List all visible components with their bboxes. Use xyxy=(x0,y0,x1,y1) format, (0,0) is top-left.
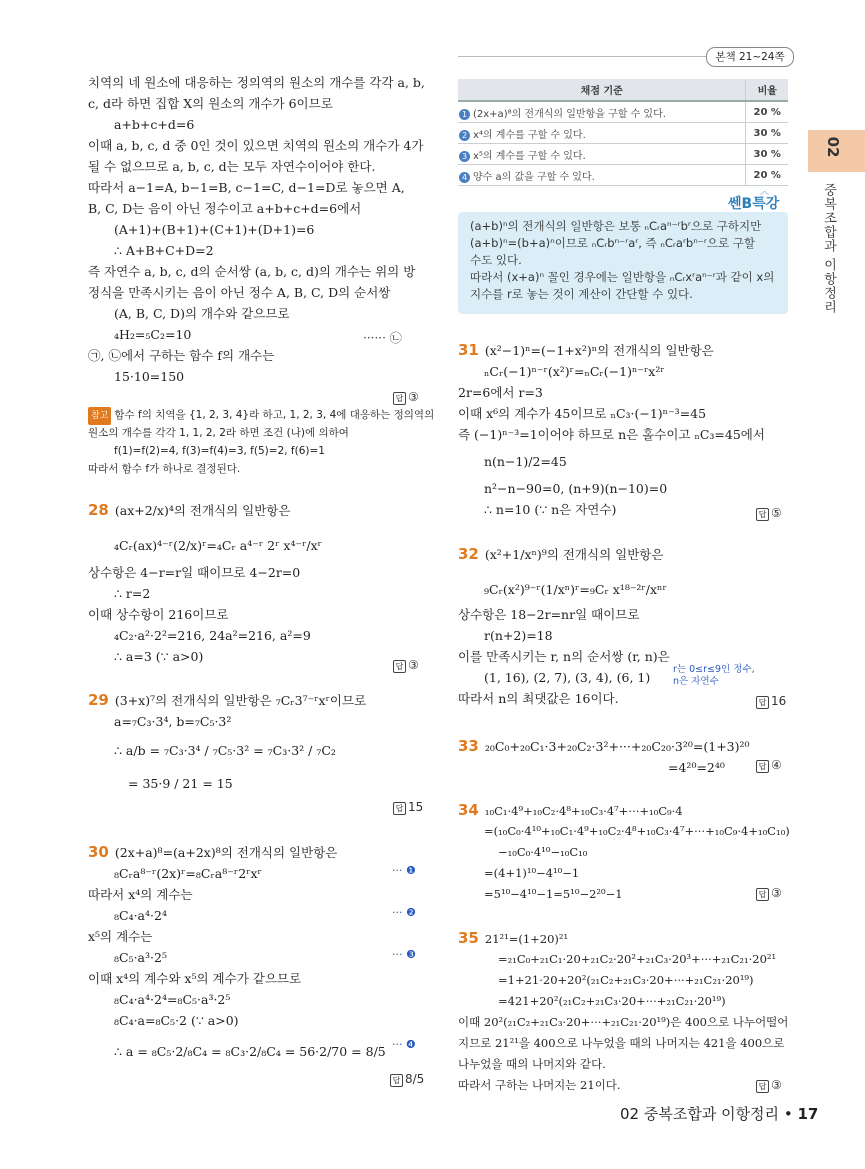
problem-29 xyxy=(88,690,428,794)
problem-number: 31 xyxy=(458,341,479,359)
text-line: 따라서 n의 최댓값은 16이다. xyxy=(458,691,619,706)
table-header: 채점 기준 xyxy=(458,79,746,101)
text-line: (2x+a)⁸=(a+2x)⁸의 전개식의 일반항은 xyxy=(114,845,338,860)
text-line: (a+b)ⁿ=(b+a)ⁿ이므로 ₙCᵣbⁿ⁻ʳaʳ, 즉 ₙCᵣaʳbⁿ⁻ʳ으로 구할 xyxy=(470,236,755,250)
problem-28 xyxy=(88,500,428,667)
text-line: 나누었을 때의 나머지와 같다. xyxy=(458,1057,606,1071)
text-line: ₙCᵣ(−1)ⁿ⁻ʳ(x²)ʳ=ₙCᵣ(−1)ⁿ⁻ʳx²ʳ xyxy=(484,364,665,379)
text-line: 수도 있다. xyxy=(470,253,522,267)
text-line: 2r=6에서 r=3 xyxy=(458,385,543,400)
chapter-side-title: 중복조합과 이항정리 xyxy=(821,183,836,315)
page-range-badge: 본책 21~24쪽 xyxy=(706,47,794,67)
text-line: 15·10=150 xyxy=(114,369,185,384)
text-line: = 35·9 / 21 = 15 xyxy=(128,776,233,791)
text-line: ∴ A+B+C+D=2 xyxy=(114,243,214,258)
text-line: ∴ a/b = ₇C₃·3⁴ / ₇C₅·3² = ₇C₃·3² / ₇C₂ xyxy=(114,743,336,758)
text-line: 지수를 r로 놓는 것이 계산이 간단할 수 있다. xyxy=(470,287,693,301)
text-line: ₈C₄·a⁴·2⁴ xyxy=(114,908,167,923)
answer-33: 답 ④ xyxy=(756,758,782,773)
text-line: 따라서 구하는 나머지는 21이다. xyxy=(458,1078,621,1092)
chapter-number: 02 xyxy=(824,136,842,158)
text-line: ₁₀C₁·4⁹+₁₀C₂·4⁸+₁₀C₃·4⁷+···+₁₀C₉·4 xyxy=(484,804,683,818)
problem-33 xyxy=(458,736,788,778)
chevron-up-icon: ︿ xyxy=(760,187,770,197)
text-line: x⁵의 계수는 xyxy=(88,929,153,944)
text-line: ∴ a = ₈C₅·2/₈C₄ = ₈C₃·2/₈C₄ = 56·2/70 = 8/5 xyxy=(114,1044,386,1059)
problem-31 xyxy=(458,340,788,520)
header-rule xyxy=(458,56,706,57)
text-line: (1, 16), (2, 7), (3, 4), (6, 1) xyxy=(484,670,651,685)
problem-number: 29 xyxy=(88,691,109,709)
text-line: 이때 x⁴의 계수와 x⁵의 계수가 같으므로 xyxy=(88,971,302,986)
text-line: n²−n−90=0, (n+9)(n−10)=0 xyxy=(484,481,668,496)
text-line: 따라서 (x+a)ⁿ 꼴인 경우에는 일반항을 ₙCᵣxʳaⁿ⁻ʳ과 같이 x의 xyxy=(470,270,775,284)
text-line: ₈C₄·a=₈C₅·2 (∵ a>0) xyxy=(114,1013,239,1028)
text-line: 이때 상수항이 216이므로 xyxy=(88,607,229,622)
answer-34: 답 ③ xyxy=(756,886,782,901)
text-line: =(₁₀C₀·4¹⁰+₁₀C₁·4⁹+₁₀C₂·4⁸+₁₀C₃·4⁷+···+₁₀C₉·4+₁₀C₁₀) xyxy=(484,824,790,838)
problem-number: 28 xyxy=(88,501,109,519)
text-line: n(n−1)/2=45 xyxy=(484,454,567,469)
text-line: ∴ r=2 xyxy=(114,586,151,601)
note-line: r는 0≤r≤9인 정수, xyxy=(673,664,755,675)
text-line: ₉Cᵣ(x²)⁹⁻ʳ(1/xⁿ)ʳ=₉Cᵣ x¹⁸⁻²ʳ/xⁿʳ xyxy=(484,582,667,597)
text-line: 지므로 21²¹을 400으로 나누었을 때의 나머지는 421을 400으로 xyxy=(458,1036,785,1050)
answer-28: 답 ③ xyxy=(393,658,419,673)
text-line: =(4+1)¹⁰−4¹⁰−1 xyxy=(484,866,580,880)
text-line: B, C, D는 음이 아닌 정수이고 a+b+c+d=6에서 xyxy=(88,201,362,216)
text-line: 이때 x⁶의 계수가 45이므로 ₙC₃·(−1)ⁿ⁻³=45 xyxy=(458,406,707,421)
text-line: (3+x)⁷의 전개식의 일반항은 ₇Cᵣ3⁷⁻ʳxʳ이므로 xyxy=(114,693,367,708)
chapter-side-tab xyxy=(808,130,865,172)
text-line: ₂₀C₀+₂₀C₁·3+₂₀C₂·3²+···+₂₀C₂₀·3²⁰=(1+3)²⁰ xyxy=(484,739,750,754)
condition-note xyxy=(673,664,755,688)
answer-30: 답 8/5 xyxy=(390,1072,424,1087)
page-footer: 02 중복조합과 이항정리 • 17 xyxy=(620,1105,819,1123)
problem-34 xyxy=(458,800,788,905)
page-number: 17 xyxy=(797,1105,819,1123)
text-line: ₈Cᵣa⁸⁻ʳ(2x)ʳ=₈Cᵣa⁸⁻ʳ2ʳxʳ xyxy=(114,866,262,881)
grading-table xyxy=(458,79,788,186)
answer-29: 답 15 xyxy=(393,800,423,815)
text-line: ₄C₂·a²·2²=216, 24a²=216, a²=9 xyxy=(114,628,311,643)
answer-35: 답 ③ xyxy=(756,1078,782,1093)
text-line: c, d라 하면 집합 X의 원소의 개수가 6이므로 xyxy=(88,96,333,111)
step-number-icon: 4 xyxy=(459,172,470,183)
step-number-icon: 3 xyxy=(459,151,470,162)
text-line: a+b+c+d=6 xyxy=(114,117,195,132)
step-marker-4: ··· ❹ xyxy=(392,1038,416,1051)
text-line: (A, B, C, D)의 개수와 같으므로 xyxy=(114,306,290,321)
text-line: ₄Cᵣ(ax)⁴⁻ʳ(2/x)ʳ=₄Cᵣ a⁴⁻ʳ 2ʳ x⁴⁻ʳ/xʳ xyxy=(114,538,323,553)
hint-line: f(1)=f(2)=4, f(3)=f(4)=3, f(5)=2, f(6)=1 xyxy=(114,445,325,457)
note-line: n은 자연수 xyxy=(673,676,719,687)
equation-marker: ······ ㉡ xyxy=(363,331,402,345)
text-line: 즉 자연수 a, b, c, d의 순서쌍 (a, b, c, d)의 개수는 위의 방 xyxy=(88,264,416,279)
step-number-icon: 2 xyxy=(459,130,470,141)
problem-number: 33 xyxy=(458,737,479,755)
text-line: 이를 만족시키는 r, n의 순서쌍 (r, n)은 xyxy=(458,649,670,664)
hint-line: 따라서 함수 f가 하나로 결정된다. xyxy=(88,463,241,475)
step-number-icon: 1 xyxy=(459,109,470,120)
step-marker-1: ··· ❶ xyxy=(392,864,416,877)
text-line: ∴ n=10 (∵ n은 자연수) xyxy=(484,502,617,517)
footer-chapter: 02 중복조합과 이항정리 xyxy=(620,1105,780,1123)
text-line: 따라서 x⁴의 계수는 xyxy=(88,887,193,902)
text-line: −₁₀C₀·4¹⁰−₁₀C₁₀ xyxy=(498,845,588,859)
text-line: (a+b)ⁿ의 전개식의 일반항은 보통 ₙCᵣaⁿ⁻ʳbʳ으로 구하지만 xyxy=(470,219,762,233)
text-line: 이때 a, b, c, d 중 0인 것이 있으면 치역의 원소의 개수가 4가 xyxy=(88,138,424,153)
text-line: ₈C₄·a⁴·2⁴=₈C₅·a³·2⁵ xyxy=(114,992,231,1007)
text-line: 상수항은 4−r=r일 때이므로 4−2r=0 xyxy=(88,565,301,580)
text-line: =₂₁C₀+₂₁C₁·20+₂₁C₂·20²+₂₁C₃·20³+···+₂₁C₂₁·20²¹ xyxy=(498,952,777,966)
hint-label: 참고 xyxy=(88,407,111,425)
text-line: =5¹⁰−4¹⁰−1=5¹⁰−2²⁰−1 xyxy=(484,887,623,901)
text-line: 즉 (−1)ⁿ⁻³=1이어야 하므로 n은 홀수이고 ₙC₃=45에서 xyxy=(458,427,765,442)
text-line: =421+20²(₂₁C₂+₂₁C₃·20+···+₂₁C₂₁·20¹⁹) xyxy=(498,994,726,1008)
text-line: r(n+2)=18 xyxy=(484,628,553,643)
table-row: 1 (2x+a)⁸의 전개식의 일반항을 구할 수 있다. 20 % xyxy=(458,101,788,123)
text-line: ₄H₂=₅C₂=10 xyxy=(114,327,192,342)
text-line: 따라서 a−1=A, b−1=B, c−1=C, d−1=D로 놓으면 A, xyxy=(88,180,405,195)
answer-32: 답 16 xyxy=(756,694,786,709)
hint-line: 함수 f의 치역을 {1, 2, 3, 4}라 하고, 1, 2, 3, 4에 대응하는 정의역의 xyxy=(114,409,435,421)
step-marker-3: ··· ❸ xyxy=(392,948,416,961)
text-line: =4²⁰=2⁴⁰ xyxy=(668,760,725,775)
text-line: ∴ a=3 (∵ a>0) xyxy=(114,649,204,664)
table-row: 3 x⁵의 계수를 구할 수 있다. 30 % xyxy=(458,144,788,165)
text-line: 21²¹=(1+20)²¹ xyxy=(484,932,569,946)
table-row: 2 x⁴의 계수를 구할 수 있다. 30 % xyxy=(458,123,788,144)
text-line: 이때 20²(₂₁C₂+₂₁C₃·20+···+₂₁C₂₁·20¹⁹)은 400으로 나누어떨어 xyxy=(458,1015,789,1029)
text-line: 상수항은 18−2r=nr일 때이므로 xyxy=(458,607,640,622)
hint-line: 원소의 개수를 각각 1, 1, 2, 2라 하면 조건 (나)에 의하여 xyxy=(88,427,349,439)
step-marker-2: ··· ❷ xyxy=(392,906,416,919)
special-note-box xyxy=(458,212,788,314)
text-line: (ax+2/x)⁴의 전개식의 일반항은 xyxy=(114,503,291,518)
problem-30 xyxy=(88,842,428,1062)
text-line: =1+21·20+20²(₂₁C₂+₂₁C₃·20+···+₂₁C₂₁·20¹⁹) xyxy=(498,973,754,987)
text-line: ₈C₅·a³·2⁵ xyxy=(114,950,167,965)
text-line: (x²−1)ⁿ=(−1+x²)ⁿ의 전개식의 일반항은 xyxy=(484,343,714,358)
problem-number: 32 xyxy=(458,545,479,563)
problem-number: 30 xyxy=(88,843,109,861)
hint-block xyxy=(88,406,435,478)
special-title: 쎈B특강 xyxy=(728,196,780,212)
text-line: 정식을 만족시키는 음이 아닌 정수 A, B, C, D의 순서쌍 xyxy=(88,285,391,300)
problem-number: 35 xyxy=(458,929,479,947)
answer-31: 답 ⑤ xyxy=(756,506,782,521)
table-row: 4 양수 a의 값을 구할 수 있다. 20 % xyxy=(458,165,788,186)
problem-number: 34 xyxy=(458,801,479,819)
text-line: 될 수 없으므로 a, b, c, d는 모두 자연수이어야 한다. xyxy=(88,159,376,174)
text-line: (A+1)+(B+1)+(C+1)+(D+1)=6 xyxy=(114,222,315,237)
text-line: a=₇C₃·3⁴, b=₇C₅·3² xyxy=(114,714,232,729)
text-line: ㉠, ㉡에서 구하는 함수 f의 개수는 xyxy=(88,348,275,363)
problem-35 xyxy=(458,928,788,1096)
text-line: (x²+1/xⁿ)⁹의 전개식의 일반항은 xyxy=(484,547,664,562)
answer-27: 답 ③ xyxy=(393,390,419,405)
text-line: 치역의 네 원소에 대응하는 정의역의 원소의 개수를 각각 a, b, xyxy=(88,75,425,90)
table-header: 비율 xyxy=(746,79,788,101)
